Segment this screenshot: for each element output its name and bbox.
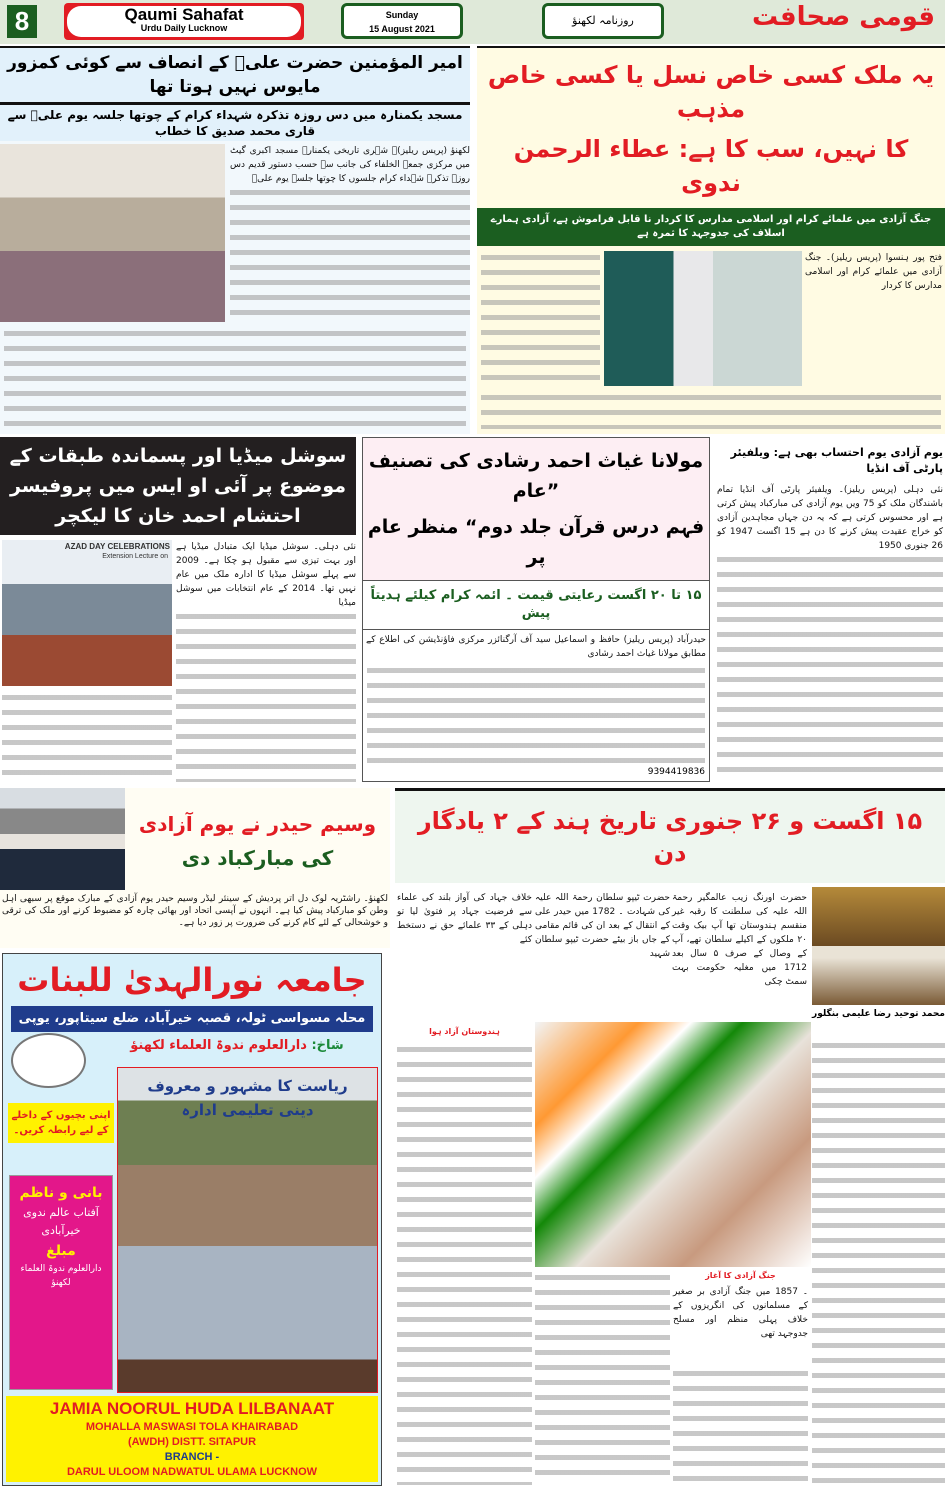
subhead: مسجد یکمنارہ میں دس روزہ تذکرہ شہداء کرام کے چوتھا جلسہ یوم علیؓ سے قاری محمد صدیق کا خطاب: [0, 105, 470, 141]
headline-1: مولانا غیاث احمد رشادی کی تصنیف ”عام: [368, 450, 704, 502]
ad-logo-icon: [11, 1033, 86, 1088]
text-column: [481, 391, 941, 429]
byline: محمد توحید رضا علیمی بنگلور: [812, 1009, 945, 1019]
headline: یوم آزادی یوم احتساب بھی ہے: ویلفیئر پارٹی آف انڈیا: [730, 446, 943, 475]
article-book: [362, 437, 710, 782]
date-box: [341, 3, 463, 39]
article-history: [395, 788, 945, 1489]
article-welfare: [715, 437, 945, 782]
text-column: [717, 553, 943, 782]
en-title: JAMIA NOORUL HUDA LILBANAAT: [49, 1399, 335, 1418]
tagline-2: دینی تعلیمی ادارہ: [181, 1101, 314, 1119]
strap-line: جنگ آزادی میں علمائے کرام اور اسلامی مدارس کا کردار نا قابل فراموش ہے، آزادی ہمارے اسلاف کی جدوجہد کا ثمرہ ہے: [477, 208, 945, 246]
ad-title: جامعہ نورالہدیٰ للبنات: [17, 961, 367, 999]
article-text-columns: [4, 327, 466, 429]
ad-english-block: [6, 1396, 378, 1482]
ad-founder-box: [9, 1175, 113, 1390]
article-body: نئی دہلی۔ سوشل میڈیا ایک متبادل میڈیا ہے اور بہت تیزی سے مقبول ہو چکا ہے۔ 2009 سے پہلے سوشل میڈیا کا ادارہ ملک میں عام نہیں تھا۔ 2014 کے عام انتخابات میں سوشل میڈیا: [176, 542, 356, 608]
article-body: لکھنؤ۔ راشٹریہ لوک دل اتر پردیش کے سینئر لیڈر وسیم حیدر یوم آزادی کے مبارک موقع پر سبھی اہل وطن کو مبارکباد پیش کیا ہے۔ انہوں نے آپسی اتحاد اور بھائی چارہ کو مضبوط کرنے اور ملک کی ترقی و خوشحالی کے لئے کام کرنے کی ضرورت پر زور دیا ہے۔: [2, 894, 388, 928]
en-line1: MOHALLA MASWASI TOLA KHAIRABAD: [85, 1421, 299, 1433]
admission-2: کے لیے رابطہ کریں۔: [13, 1125, 109, 1136]
text-column: [535, 1271, 670, 1485]
headline-2: کا نہیں، سب کا ہے: عطاء الرحمن ندوی: [513, 135, 909, 197]
masthead: [0, 0, 945, 44]
text-column: [673, 1367, 808, 1485]
tagline-1: ریاست کا مشہور و معروف: [147, 1077, 348, 1095]
headline: سوشل میڈیا اور پسماندہ طبقات کے موضوع پر آئی او ایس میں پروفیسر احتشام احمد خان کا لیکچر: [0, 437, 356, 535]
title-box: [67, 6, 301, 37]
photo-speaker: [604, 251, 802, 386]
photo-children-flags: [535, 1022, 811, 1267]
headline: ۱۵ اگست و ۲۶ جنوری تاریخ ہند کے ۲ یادگار دن: [395, 791, 945, 883]
headline-2: کی مبارکباد دی: [181, 846, 334, 870]
ad-admission: [8, 1103, 114, 1143]
article-body: حیدرآباد (پریس ریلیز) حافظ و اسماعیل سید آف آرگنائزر مرکزی فاؤنڈیشن کی اطلاع کے مطابق مولانا غیاث احمد رشادی: [366, 635, 706, 659]
article-body: فتح پور ہنسوا (پریس ریلیز)۔ جنگ آزادی میں علمائے کرام اور اسلامی مدارس کا کردار: [805, 253, 942, 291]
ad-address: محلہ مسواسی ٹولہ، قصبہ خیرآباد، ضلع سیتاپور، یوپی: [11, 1006, 373, 1032]
banner-text: AZAD DAY CELEBRATIONS: [64, 542, 170, 551]
subhead-jang: جنگ آزادی کا آغاز: [705, 1271, 776, 1280]
text-column: [812, 1039, 945, 1485]
founder-label: بانی و ناظم: [19, 1185, 103, 1201]
branch-label: شاخ:: [311, 1038, 344, 1053]
date: 15 August 2021: [369, 24, 435, 34]
branch-name: دارالعلوم ندوۃ العلماء لکھنؤ: [130, 1038, 307, 1053]
article-body: نئی دہلی (پریس ریلیز)۔ ویلفیئر پارٹی آف انڈیا تمام باشندگان ملک کو 75 ویں یوم آزادی کی مبارکباد پیش کرتی ہے اور محسوس کرتی ہے کہ یہ دن جہاں مجاہدین آزادی کو خراج عقیدت پیش کرنے کا دن ہے 15 اگست 1947 کو 26 جنوری 1950: [717, 485, 943, 551]
banner-text-2: Extension Lecture on: [102, 553, 168, 560]
article-ali: [0, 46, 470, 434]
founder-place: خیرآبادی: [41, 1224, 81, 1237]
column-1: حضرت اورنگ زیب عالمگیر رحمۃ اللہ علیہ کی سلطنت کا رقبہ غیر منقسم ہندوستان تھا آپ بیک وقت ۲۰ ملکوں کے اکیلے سلطان تھے، آپ کے وصال کے صرف ۵ سال بعد 1712 میں مغلیہ حکومت بہت سمٹ چکی: [672, 893, 807, 987]
paper-subtitle: Urdu Daily Lucknow: [140, 23, 228, 33]
founder-name: آفتاب عالم ندوی: [23, 1206, 99, 1219]
headline-1: وسیم حیدر نے یوم آزادی: [138, 812, 377, 836]
page-number: 8: [7, 5, 37, 38]
column-4: ۔ 1857 میں جنگ آزادی بر صغیر کے مسلمانوں کی انگریزوں کے خلاف پہلی منظم اور مسلح جدوجہد تھی: [673, 1287, 809, 1339]
photo-author: [812, 887, 945, 1005]
text-column: [367, 664, 705, 763]
en-line2: (AWDH) DISTT. SITAPUR: [127, 1436, 257, 1448]
article-nadwi: [477, 46, 945, 434]
admission-1: اپنی بچیوں کے داخلے: [11, 1110, 111, 1121]
text-column: [2, 691, 172, 782]
headline-1: یہ ملک کسی خاص نسل یا کسی خاص مذہب: [487, 61, 935, 123]
text-column: [176, 610, 356, 782]
text-column: [397, 1043, 532, 1485]
muballigh-label: مبلغ: [46, 1243, 76, 1259]
headline: امیر المؤمنین حضرت علیؓ کے انصاف سے کوئی کمزور مایوس نہیں ہوتا تھا: [0, 48, 470, 102]
headline-2: فہم درس قرآن جلد دوم“ منظر عام پر: [367, 516, 705, 568]
en-branch: BRANCH -: [164, 1451, 220, 1463]
paper-title: Qaumi Sahafat: [124, 5, 244, 24]
column-3: خلاف جہاد کی آواز بلند کی علماء سے فرضیت جہاد پر فتویٰ لیا تو دہلی کے ۳۳ علمائے حق نے دستخط کئے: [397, 893, 532, 945]
ad-photo-building: [117, 1067, 378, 1393]
text-column: [230, 186, 470, 322]
roznama-box: روزنامہ لکھنؤ: [542, 3, 664, 39]
photo-waseem-haider: [0, 788, 125, 890]
muballigh-1: دارالعلوم ندوۃ العلماء: [20, 1264, 102, 1274]
article-waseem: [0, 788, 390, 948]
offer-line: ۱۵ تا ۲۰ اگست رعایتی قیمت ۔ ائمہ کرام کیلئے ہدیتاً پیش: [363, 581, 709, 630]
contact-number: 9394419836: [647, 767, 705, 777]
text-column: [481, 251, 600, 386]
day: Sunday: [385, 10, 419, 20]
article-body: لکھنؤ (پریس ریلیز)۔ شہری تاریخی یکمنارہ مسجد اکبری گیٹ میں مرکزی جمعۃ الخلفاء کی جانب سے حسب دستور قدیم دس روزہ تذکرہ شہداء کرام جلسوں کا چوتھا جلسہ یوم علیؓ: [230, 146, 470, 184]
ad-jamia: [2, 953, 382, 1486]
column-2: حضرت ٹیپو سلطان رحمۃ اللہ علیہ کی شہادت ۔ 1782 میں حیدر علی کے انتقال کے بعد ان کی قائم مقامی کے جاں باز بیٹے حضرت ٹیپو سلطان شہید: [535, 893, 670, 959]
photo-lecture: [2, 540, 172, 686]
subhead-azad: ہندوستان آزاد ہوا: [429, 1027, 500, 1036]
urdu-name: قومی صحافت: [752, 2, 935, 32]
article-media: [0, 437, 356, 782]
en-branch-name: DARUL ULOOM NADWATUL ULAMA LUCKNOW: [66, 1466, 318, 1478]
muballigh-2: لکھنؤ: [51, 1278, 71, 1288]
photo-gathering: [0, 144, 225, 322]
